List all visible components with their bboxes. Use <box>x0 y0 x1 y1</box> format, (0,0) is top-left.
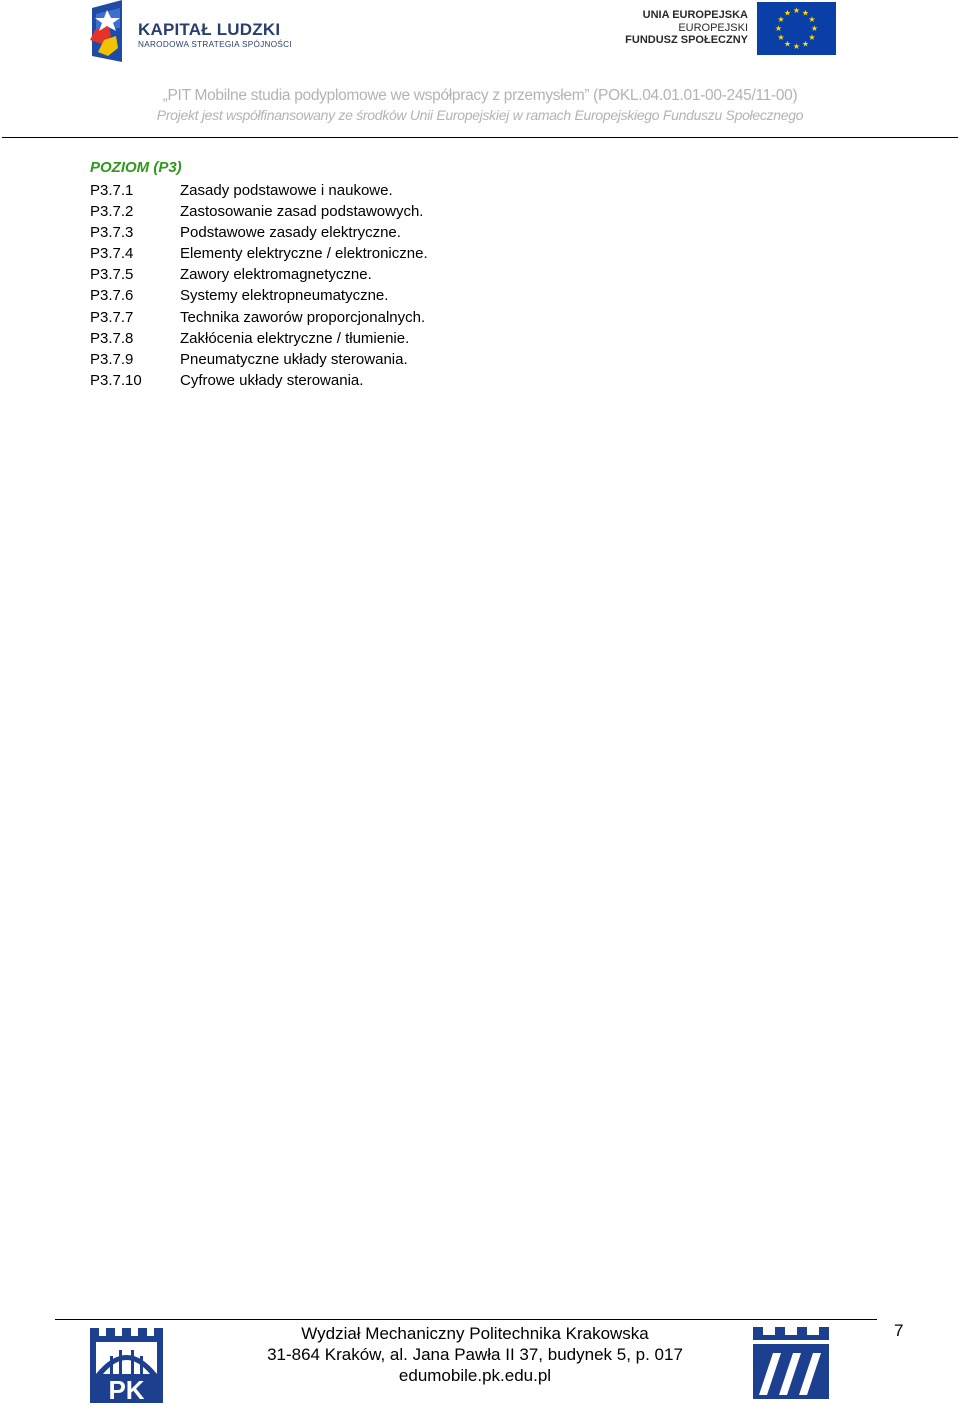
pk-logo <box>90 1328 163 1403</box>
item-code: P3.7.10 <box>90 371 142 389</box>
footer-street: 31-864 Kraków, al. Jana Pawła II 37, budynek 5, p. 017 <box>267 1345 683 1364</box>
item-text: Zasady podstawowe i naukowe. <box>180 182 393 199</box>
list-item <box>90 180 690 201</box>
svg-text:★: ★ <box>792 6 801 15</box>
footer-divider <box>55 1319 877 1320</box>
curriculum-list <box>90 180 690 391</box>
svg-text:★: ★ <box>801 8 810 18</box>
item-code: P3.7.2 <box>90 203 134 221</box>
list-item <box>90 349 690 370</box>
list-item <box>90 201 690 222</box>
kapital-ludzki-title: KAPITAŁ LUDZKI <box>138 20 281 39</box>
list-item <box>90 370 690 391</box>
item-code: P3.7.1 <box>90 182 134 199</box>
item-text: Zawory elektromagnetyczne. <box>180 266 372 284</box>
item-code: P3.7.9 <box>90 350 134 368</box>
svg-text:★: ★ <box>792 42 801 51</box>
item-text: Zakłócenia elektryczne / tłumienie. <box>180 329 410 347</box>
eu-flag-icon <box>757 2 836 55</box>
item-text: Technika zaworów proporcjonalnych. <box>180 308 426 326</box>
project-title: „PIT Mobilne studia podyplomowe we współpracy z przemysłem” (POKL.04.01.01-00-245/11-00) <box>162 87 798 104</box>
item-code: P3.7.8 <box>90 329 134 347</box>
eu-logo-line2: EUROPEJSKI <box>678 21 748 34</box>
svg-text:★: ★ <box>801 39 810 49</box>
svg-text:★: ★ <box>774 24 783 33</box>
kapital-ludzki-subtitle: NARODOWA STRATEGIA SPÓJNOŚCI <box>138 40 292 49</box>
item-text: Pneumatyczne układy sterowania. <box>180 350 408 368</box>
item-code: P3.7.6 <box>90 287 134 305</box>
footer-faculty: Wydział Mechaniczny Politechnika Krakowska <box>301 1324 649 1343</box>
level-title: POZIOM (P3) <box>90 159 182 176</box>
list-item <box>90 222 690 243</box>
svg-text:★: ★ <box>810 24 819 33</box>
svg-text:★: ★ <box>783 8 792 18</box>
list-item <box>90 264 690 285</box>
svg-text:★: ★ <box>777 15 785 24</box>
item-code: P3.7.5 <box>90 266 134 284</box>
list-item <box>90 243 690 264</box>
svg-text:★: ★ <box>808 15 816 24</box>
item-code: P3.7.4 <box>90 245 134 263</box>
svg-text:★: ★ <box>777 33 785 42</box>
item-code: P3.7.3 <box>90 224 134 242</box>
eu-logo-line3: FUNDUSZ SPOŁECZNY <box>625 34 748 46</box>
funding-note: Projekt jest współfinansowany ze środków Unii Europejskiej w ramach Europejskiego Funduszu Społecznego <box>156 107 804 123</box>
eu-logo-line1: UNIA EUROPEJSKA <box>642 9 748 21</box>
eu-logo-text <box>625 9 748 47</box>
faculty-logo <box>753 1327 829 1399</box>
item-text: Cyfrowe układy sterowania. <box>180 371 364 389</box>
page-number: 7 <box>894 1321 904 1340</box>
svg-text:★: ★ <box>783 39 792 49</box>
list-item <box>90 328 690 349</box>
item-text: Podstawowe zasady elektryczne. <box>180 224 401 242</box>
footer-address <box>200 1323 750 1386</box>
pk-logo-text: PK <box>108 1375 145 1403</box>
list-item <box>90 285 690 306</box>
item-text: Zastosowanie zasad podstawowych. <box>180 203 424 221</box>
list-item <box>90 307 690 328</box>
footer-website: edumobile.pk.edu.pl <box>398 1366 552 1385</box>
item-code: P3.7.7 <box>90 308 134 326</box>
svg-text:★: ★ <box>808 33 816 42</box>
item-text: Elementy elektryczne / elektroniczne. <box>180 245 428 263</box>
item-text: Systemy elektropneumatyczne. <box>180 287 389 305</box>
header-divider <box>2 137 958 138</box>
